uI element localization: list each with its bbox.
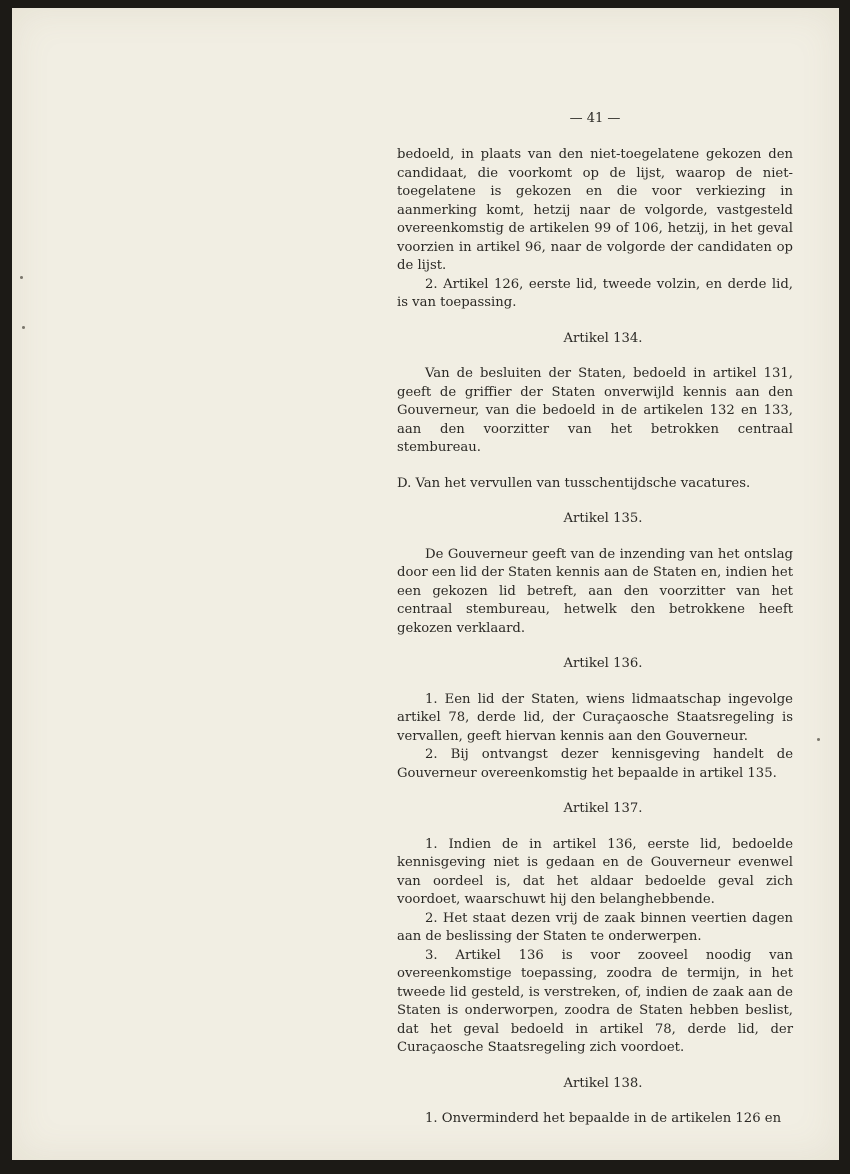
paragraph-126-2: 2. Artikel 126, eerste lid, tweede volzin, en derde lid, is van toepassing. bbox=[397, 276, 793, 310]
paragraph-137-1: 1. Indien de in artikel 136, eerste lid, bedoelde kennisgeving niet is gedaan en de Gouverneur evenwel van oordeel is, dat het aldaar bedoelde geval zich voordoet, waarschuwt hij den belanghebbende. bbox=[397, 836, 793, 907]
page-number: — 41 — bbox=[569, 111, 621, 126]
paragraph-137-2: 2. Het staat dezen vrij de zaak binnen veertien dagen aan de beslissing der Staten te onderwerpen. bbox=[397, 910, 793, 944]
article-heading-137: Artikel 137. bbox=[563, 801, 643, 816]
paragraph-continuation: bedoeld, in plaats van den niet-toegelatene gekozen den candidaat, die voorkomt op de lijst, waarop de niet-toegelatene is gekozen en die voor verkiezing in aanmerking komt, hetzij naar de volgorde, vastgesteld overeenkomstig de artikelen 99 of 106, hetzij, in het geval voorzien in artikel 96, naar de volgorde der candidaten op de lijst. bbox=[397, 147, 793, 273]
paragraph-135: De Gouverneur geeft van de inzending van het ontslag door een lid der Staten kennis aan de Staten en, indien het een gekozen lid betreft, aan den voorzitter van het centraal stembureau, hetwelk den betrokkene heeft gekozen verklaard. bbox=[397, 546, 793, 636]
paper-speck bbox=[22, 326, 25, 329]
article-heading-138: Artikel 138. bbox=[563, 1075, 643, 1091]
paper-speck bbox=[20, 276, 23, 279]
paragraph-137-3: 3. Artikel 136 is voor zooveel noodig van overeenkomstige toepassing, zoodra de termijn, in het tweede lid gesteld, is verstreken, of, indien de zaak aan de Staten is onderworpen, zoodra de Staten hebben beslist, dat het geval bedoeld in artikel 78, derde lid, der Curaçaosche Staatsregeling zich voordoet. bbox=[397, 947, 793, 1055]
document-page bbox=[12, 8, 839, 1160]
article-heading-136: Artikel 136. bbox=[563, 656, 643, 671]
document-body bbox=[397, 106, 793, 1129]
article-heading-134: Artikel 134. bbox=[563, 330, 643, 346]
section-heading-d: D. Van het vervullen van tusschentijdsche vacatures. bbox=[397, 475, 751, 491]
paper-speck bbox=[817, 738, 820, 741]
top-spacer bbox=[397, 106, 793, 146]
paragraph-136-1: 1. Een lid der Staten, wiens lidmaatschap ingevolge artikel 78, derde lid, der Curaçaosche Staatsregeling is vervallen, geeft hiervan kennis aan den Gouverneur. bbox=[397, 691, 793, 744]
paragraph-136-2: 2. Bij ontvangst dezer kennisgeving handelt de Gouverneur overeenkomstig het bepaalde in artikel 135. bbox=[397, 747, 793, 781]
article-heading-135: Artikel 135. bbox=[563, 511, 643, 526]
paragraph-138-1: 1. Onverminderd het bepaalde in de artikelen 126 en bbox=[425, 1111, 782, 1126]
paragraph-134: Van de besluiten der Staten, bedoeld in artikel 131, geeft de griffier der Staten onverwijld kennis aan den Gouverneur, van die bedoeld in de artikelen 132 en 133, aan den voorzitter van het betrokken centraal stembureau. bbox=[397, 366, 793, 455]
